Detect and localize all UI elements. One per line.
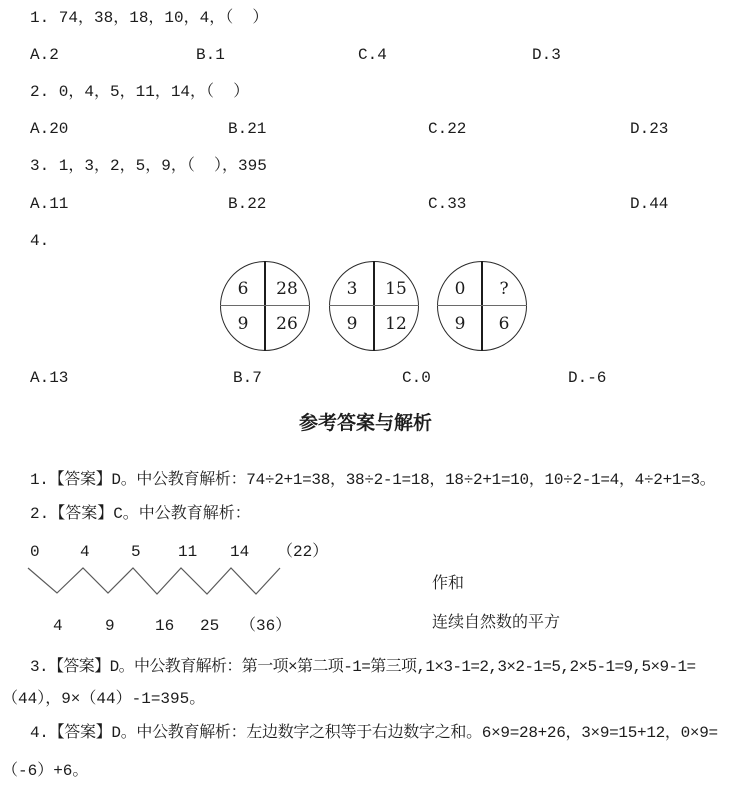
circle-horizontal-divider [437, 305, 527, 306]
question-4-option-a: A.13 [30, 369, 69, 387]
circle-1-top-left: 6 [237, 279, 249, 299]
circle-1-top-right: 28 [276, 279, 298, 299]
answer-1-text: 1.【答案】D。中公教育解析：74÷2+1=38，38÷2-1=18，18÷2+1=10，10÷2-1=4，4÷2+1=3。 [30, 471, 716, 489]
circle-diagram-3 [437, 261, 527, 351]
circle-horizontal-divider [220, 305, 310, 306]
question-1-option-b: B.1 [196, 46, 225, 64]
sequence-top-value-2: 4 [80, 543, 90, 561]
question-4-option-c: C.0 [402, 369, 431, 387]
circle-3-bottom-left: 9 [454, 314, 466, 334]
question-1-option-c: C.4 [358, 46, 387, 64]
question-2-option-b: B.21 [228, 120, 267, 138]
sequence-top-value-1: 0 [30, 543, 40, 561]
sequence-top-value-3: 5 [131, 543, 141, 561]
question-3-option-a: A.11 [30, 195, 69, 213]
circle-2-top-right: 15 [385, 279, 407, 299]
answer-2-text: 2.【答案】C。中公教育解析： [30, 505, 251, 523]
circle-2-top-left: 3 [346, 279, 358, 299]
question-3-option-d: D.44 [630, 195, 669, 213]
answer-4-line-1: 4.【答案】D。中公教育解析：左边数字之积等于右边数字之和。6×9=28+26，3×9=15+12，0×9= [30, 724, 718, 742]
sequence-top-value-6: （22） [277, 543, 329, 561]
answer-3-line-1: 3.【答案】D。中公教育解析：第一项×第二项-1=第三项,1×3-1=2,3×2-1=5,2×5-1=9,5×9-1= [30, 658, 696, 676]
circle-horizontal-divider [329, 305, 419, 306]
question-2-option-c: C.22 [428, 120, 467, 138]
sequence-bottom-value-1: 4 [53, 617, 63, 635]
answer-3-line-2: （44），9×（44）-1=395。 [2, 690, 206, 708]
sequence-bottom-value-4: 25 [200, 617, 220, 635]
zigzag-difference-line [20, 562, 290, 602]
circle-diagram-2 [329, 261, 419, 351]
question-3-option-c: C.33 [428, 195, 467, 213]
sequence-label-sum: 作和 [432, 575, 465, 593]
question-2-option-d: D.23 [630, 120, 669, 138]
answers-section-title: 参考答案与解析 [298, 413, 432, 435]
question-3-stem: 3. 1，3，2，5，9，（ ），395 [30, 157, 267, 175]
question-2-option-a: A.20 [30, 120, 69, 138]
question-1-option-d: D.3 [532, 46, 561, 64]
circle-diagram-1 [220, 261, 310, 351]
circle-2-bottom-left: 9 [346, 314, 358, 334]
circle-3-bottom-right: 6 [498, 314, 510, 334]
question-4-option-d: D.-6 [568, 369, 607, 387]
sequence-bottom-value-5: （36） [240, 617, 292, 635]
sequence-label-squares: 连续自然数的平方 [432, 614, 561, 632]
answer-4-line-2: （-6）+6。 [2, 762, 89, 780]
sequence-top-value-4: 11 [178, 543, 198, 561]
question-2-stem: 2. 0，4，5，11，14，（ ） [30, 83, 250, 101]
circle-2-bottom-right: 12 [385, 314, 407, 334]
circle-1-bottom-right: 26 [276, 314, 298, 334]
question-1-option-a: A.2 [30, 46, 59, 64]
sequence-top-value-5: 14 [230, 543, 250, 561]
sequence-bottom-value-2: 9 [105, 617, 115, 635]
question-4-stem: 4. [30, 232, 50, 250]
circle-3-top-right: ? [499, 279, 509, 299]
circle-3-top-left: 0 [454, 279, 466, 299]
sequence-bottom-value-3: 16 [155, 617, 175, 635]
question-1-stem: 1. 74，38，18，10，4，（ ） [30, 9, 269, 27]
question-3-option-b: B.22 [228, 195, 267, 213]
question-4-option-b: B.7 [233, 369, 262, 387]
circle-1-bottom-left: 9 [237, 314, 249, 334]
